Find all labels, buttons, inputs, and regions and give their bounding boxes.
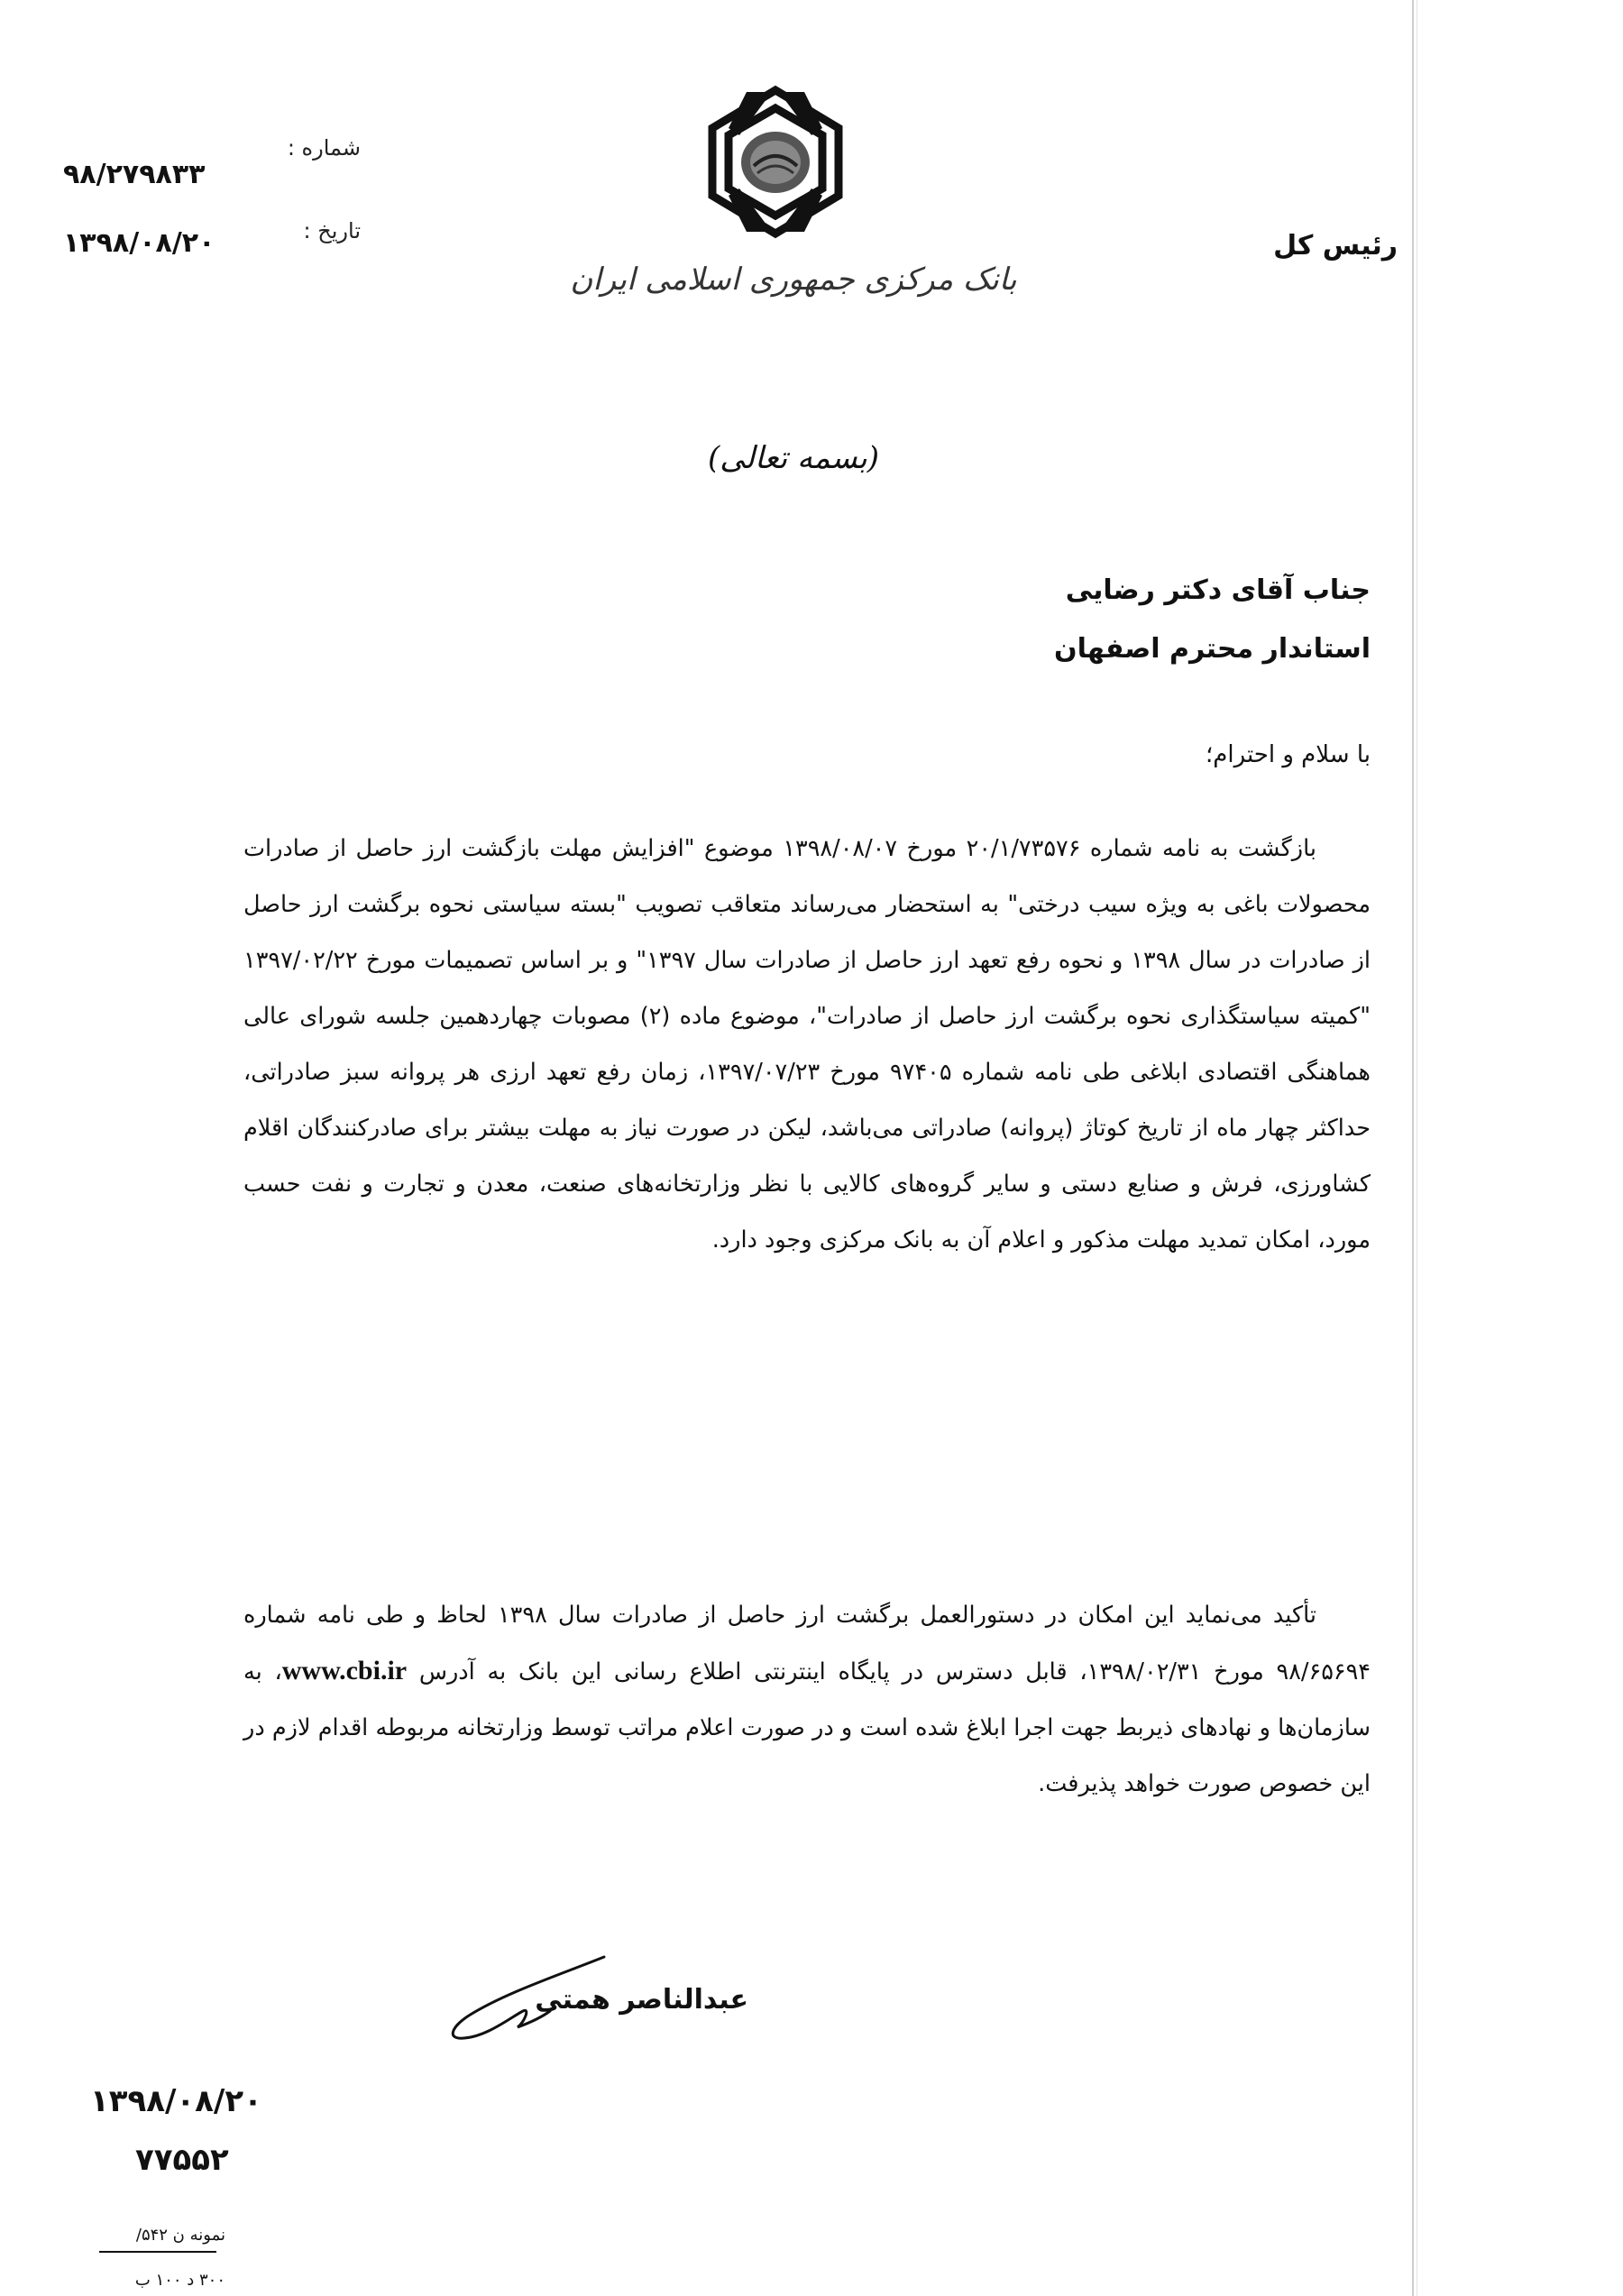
signatory-name: عبدالناصر همتی [535,1984,748,2016]
stamp-number: ۷۷۵۵۲ [135,2142,229,2178]
office-title: رئیس کل [1273,230,1398,262]
form-code-secondary: ۳۰۰ د ۱۰۰ ب [134,2271,225,2290]
bank-logo-icon [694,83,857,241]
date-label: تاریخ : [303,218,361,243]
scan-edge-line [1412,0,1414,2296]
bank-name: بانک مرکزی جمهوری اسلامی ایران [570,262,1017,298]
body-paragraph-2 [243,1587,1371,1812]
handwritten-signature-icon [424,1939,622,2047]
invocation: (بسمه تعالی) [708,440,879,476]
body-paragraph-1: بازگشت به نامه شماره ۲۰/۱/۷۳۵۷۶ مورخ ۱۳۹۸/۰۸/۰۷ موضوع "افزایش مهلت بازگشت ارز حاصل از صادرات محصولات باغی به ویژه سیب درختی" به استحضار می‌رساند متعاقب تصویب "بسته سیاستی نحوه برگشت ارز حاصل از صادرات در سال ۱۳۹۸ و نحوه رفع تعهد ارز حاصل از صادرات سال ۱۳۹۷" و بر اساس تصمیمات مورخ ۱۳۹۷/۰۲/۲۲ "کمیته سیاستگذاری نحوه برگشت ارز حاصل از صادرات"، موضوع ماده (۲) مصوبات چهاردهمین جلسه شورای عالی هماهنگی اقتصادی ابلاغی طی نامه شماره ۹۷۴۰۵ مورخ ۱۳۹۷/۰۷/۲۳، زمان رفع تعهد ارزی هر پروانه سبز صادراتی، حداکثر چهار ماه از تاریخ کوتاژ (پروانه) صادراتی می‌باشد، لیکن در صورت نیاز به مهلت بیشتر برای صادرکنندگان اقلام کشاورزی، فرش و صنایع دستی و سایر گروه‌های کالایی با نظر وزارتخانه‌های صنعت، معدن و تجارت و نفت حسب مورد، امکان تمدید مهلت مذکور و اعلام آن به بانک مرکزی وجود دارد. [243,835,1371,1254]
recipient-name: جناب آقای دکتر رضایی [1065,574,1371,606]
paragraph-2-part-1: تأکید می‌نماید این امکان در دستورالعمل برگشت ارز حاصل از صادرات سال ۱۳۹۸ لحاظ و طی نامه شماره ۹۸/۶۵۶۹۴ مورخ ۱۳۹۸/۰۲/۳۱، قابل دسترس در پایگاه اینترنتی اطلاع رسانی این بانک به آدرس [243,1602,1371,1685]
date-value: ۱۳۹۸/۰۸/۲۰ [63,227,215,259]
greeting: با سلام و احترام؛ [1206,741,1371,768]
number-label: شماره : [287,135,361,161]
form-code: نمونه ن ۵۴۲/ [135,2226,225,2245]
website-url: www.cbi.ir [281,1656,408,1685]
recipient-title: استاندار محترم اصفهان [1054,633,1371,665]
stamp-date: ۱۳۹۸/۰۸/۲۰ [90,2083,262,2119]
paragraph-2-part-2: ، به سازمان‌ها و نهادهای ذیربط جهت اجرا ابلاغ شده است و در صورت اعلام مراتب توسط وزارتخانه مربوطه اقدام لازم در این خصوص صورت خواهد پذیرفت. [243,1658,1371,1797]
number-value: ۹۸/۲۷۹۸۳۳ [63,159,206,190]
form-code-divider [99,2251,216,2253]
